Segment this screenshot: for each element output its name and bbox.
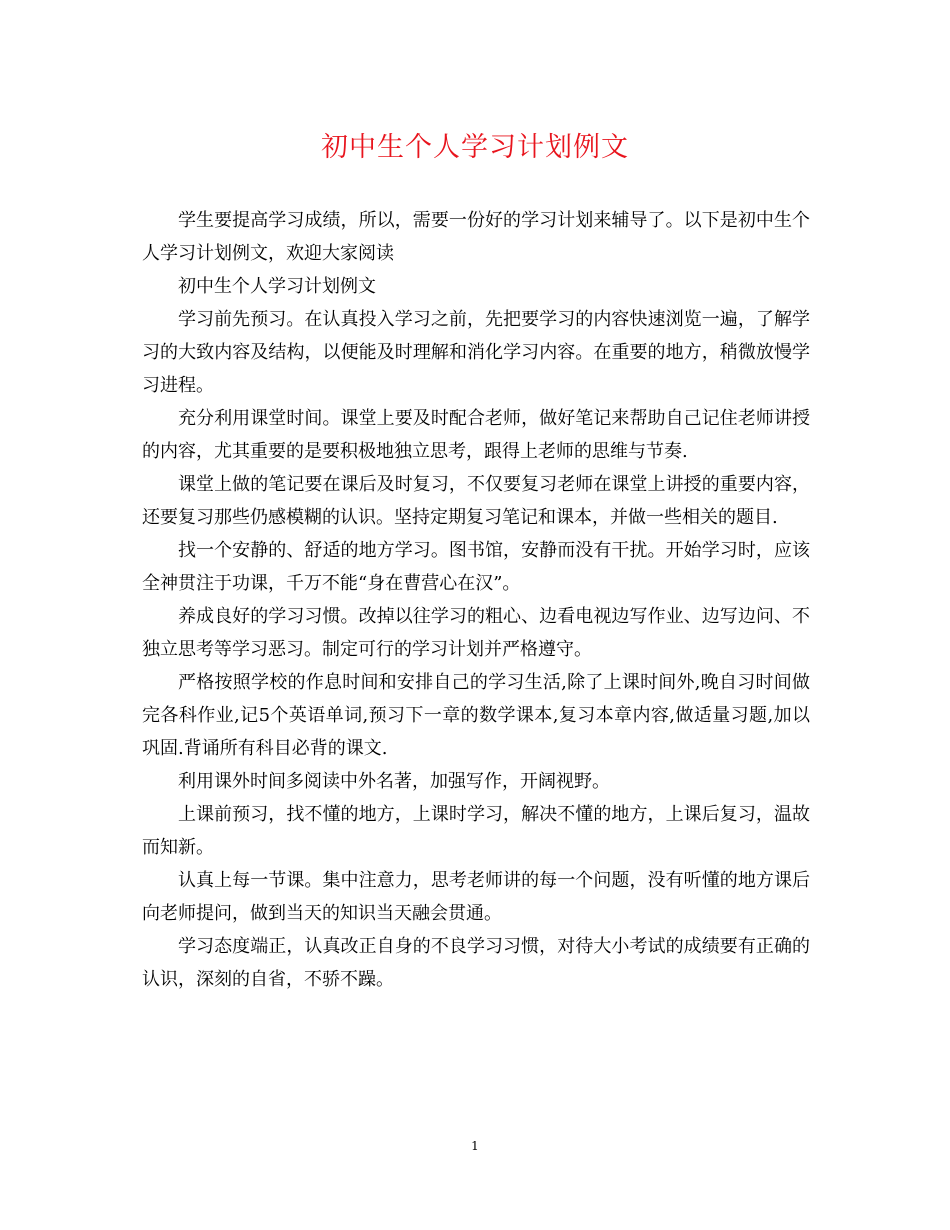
paragraph-reading: 利用课外时间多阅读中外名著，加强写作，开阔视野。 xyxy=(178,771,610,792)
document-body xyxy=(142,204,810,996)
paragraph-attend-class: 认真上每一节课。集中注意力，思考老师讲的每一个问题，没有听懂的地方课后向老师提问，做到当天的知识当天融会贯通。 xyxy=(142,870,810,924)
paragraph-review-notes: 课堂上做的笔记要在课后及时复习，不仅要复习老师在课堂上讲授的重要内容，还要复习那些仍感模糊的认识。坚持定期复习笔记和课本，并做一些相关的题目. xyxy=(142,474,810,528)
paragraph-class-time: 充分利用课堂时间。课堂上要及时配合老师，做好笔记来帮助自己记住老师讲授的内容，尤其重要的是要积极地独立思考，跟得上老师的思维与节奏. xyxy=(142,408,810,462)
paragraph-schedule: 严格按照学校的作息时间和安排自己的学习生活,除了上课时间外,晚自习时间做完各科作业,记5个英语单词,预习下一章的数学课本,复习本章内容,做适量习题,加以巩固.背诵所有科目必背的课文. xyxy=(142,672,810,759)
paragraph-preview-review: 上课前预习，找不懂的地方，上课时学习，解决不懂的地方，上课后复习，温故而知新。 xyxy=(142,804,810,858)
document-title: 初中生个人学习计划例文 xyxy=(321,132,629,163)
paragraph-quiet-place: 找一个安静的、舒适的地方学习。图书馆，安静而没有干扰。开始学习时，应该全神贯注于功课，千万不能“身在曹营心在汉”。 xyxy=(142,540,810,594)
paragraph-good-habits: 养成良好的学习习惯。改掉以往学习的粗心、边看电视边写作业、边写边问、不独立思考等学习恶习。制定可行的学习计划并严格遵守。 xyxy=(142,606,810,660)
page-number: 1 xyxy=(471,1139,479,1153)
paragraph-intro: 学生要提高学习成绩，所以，需要一份好的学习计划来辅导了。以下是初中生个人学习计划例文，欢迎大家阅读 xyxy=(142,210,810,264)
paragraph-preview: 学习前先预习。在认真投入学习之前，先把要学习的内容快速浏览一遍，了解学习的大致内容及结构，以便能及时理解和消化学习内容。在重要的地方，稍微放慢学习进程。 xyxy=(142,309,810,396)
paragraph-subheading: 初中生个人学习计划例文 xyxy=(178,276,376,297)
paragraph-attitude: 学习态度端正，认真改正自身的不良学习习惯，对待大小考试的成绩要有正确的认识，深刻的自省，不骄不躁。 xyxy=(142,936,810,990)
